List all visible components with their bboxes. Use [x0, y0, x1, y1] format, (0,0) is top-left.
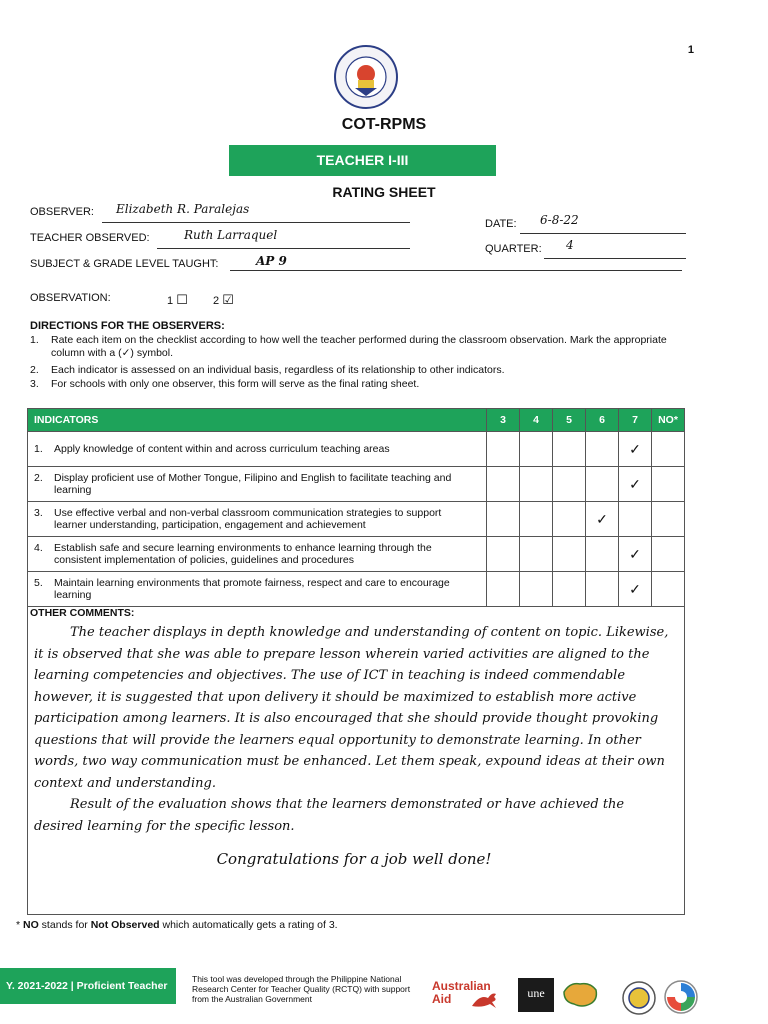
subject-grade-line [230, 269, 682, 271]
footer-note: This tool was developed through the Philippine National Research Center for Teacher Quality (RCTQ) with support from the Australian Government [192, 974, 411, 1004]
rating-cell[interactable] [520, 432, 553, 467]
col-header-5: 5 [553, 409, 586, 432]
observation-checkbox-2[interactable]: ☑ [222, 292, 234, 307]
quarter-value[interactable]: 4 [566, 238, 574, 252]
rating-cell[interactable] [619, 502, 652, 537]
footnote-suffix: which automatically gets a rating of 3. [159, 919, 338, 931]
rating-cell[interactable] [487, 537, 520, 572]
rating-cell[interactable] [586, 572, 619, 607]
col-header-6: 6 [586, 409, 619, 432]
observer-label: OBSERVER: [30, 206, 94, 218]
table-row [28, 502, 685, 537]
subject-grade-label: SUBJECT & GRADE LEVEL TAUGHT: [30, 258, 219, 270]
observation-option-1-label: 1 [167, 295, 174, 307]
rating-cell[interactable] [586, 537, 619, 572]
footnote-not-observed: Not Observed [90, 919, 160, 931]
rating-cell[interactable] [487, 572, 520, 607]
direction-item-2 [30, 364, 671, 377]
rctq-seal-logo [622, 981, 656, 1015]
check-mark-icon: ✓ [629, 440, 641, 457]
col-header-7: 7 [619, 409, 652, 432]
indicator-cell [28, 537, 487, 572]
rating-cell[interactable] [553, 572, 586, 607]
indicator-cell [28, 572, 487, 607]
aid-line-2: Aid [432, 992, 452, 1006]
indicator-cell [28, 502, 487, 537]
direction-num: 3. [30, 378, 39, 390]
col-header-3: 3 [487, 409, 520, 432]
form-subtitle: RATING SHEET [332, 184, 436, 200]
indicator-number: 5. [34, 577, 43, 589]
indicator-text: Establish safe and secure learning environments to enhance learning through the consistent implementation of policies, guidelines and procedures [54, 542, 432, 566]
observation-option-1[interactable] [167, 292, 188, 308]
rating-cell[interactable] [619, 572, 652, 607]
observation-option-2-label: 2 [213, 295, 220, 307]
direction-item-3 [30, 378, 671, 391]
direction-item-1 [30, 334, 671, 360]
direction-text: For schools with only one observer, this form will serve as the final rating sheet. [51, 378, 420, 390]
rating-cell[interactable] [520, 572, 553, 607]
subject-grade-value[interactable]: AP 9 [256, 254, 287, 268]
deped-seal-logo [333, 44, 399, 110]
check-mark-icon: ✓ [629, 545, 641, 562]
rating-cell[interactable] [586, 502, 619, 537]
comments-paragraph-2: Result of the evaluation shows that the learners demonstrated or have achieved the desired learning for the specific lesson. [34, 797, 625, 834]
comments-label: OTHER COMMENTS: [30, 607, 135, 619]
aid-line-1: Australian [432, 979, 491, 993]
rating-cell[interactable] [520, 537, 553, 572]
rating-cell[interactable] [553, 432, 586, 467]
page-number: 1 [687, 44, 694, 56]
footnote-no: NO [23, 919, 39, 931]
rating-cell[interactable] [553, 467, 586, 502]
indicator-cell [28, 432, 487, 467]
rating-cell[interactable] [520, 467, 553, 502]
rating-cell[interactable] [619, 537, 652, 572]
rating-cell[interactable] [553, 502, 586, 537]
observation-label: OBSERVATION: [30, 292, 111, 304]
rating-cell[interactable] [619, 467, 652, 502]
comments-closing: Congratulations for a job well done! [216, 850, 492, 868]
col-header-4: 4 [520, 409, 553, 432]
circular-logo [663, 979, 699, 1015]
directions-title: DIRECTIONS FOR THE OBSERVERS: [30, 320, 225, 332]
rating-cell[interactable] [553, 537, 586, 572]
teacher-observed-label: TEACHER OBSERVED: [30, 232, 150, 244]
rating-cell[interactable] [652, 537, 685, 572]
rating-cell[interactable] [652, 502, 685, 537]
footnote-prefix: * [16, 919, 24, 931]
rating-cell[interactable] [652, 432, 685, 467]
rating-cell[interactable] [520, 502, 553, 537]
check-mark-icon: ✓ [629, 580, 641, 597]
direction-num: 2. [30, 364, 39, 376]
indicator-number: 3. [34, 507, 43, 519]
kangaroo-icon [470, 990, 500, 1010]
rating-cell[interactable] [586, 467, 619, 502]
direction-text: Rate each item on the checklist according to how well the teacher performed during the classroom observation. Mark the appropriate column with a (✓) symbol. [51, 334, 667, 359]
table-header-row [28, 409, 685, 432]
direction-num: 1. [30, 334, 39, 346]
indicator-text: Maintain learning environments that promote fairness, respect and care to encourage learning [54, 577, 450, 601]
footnote-mid: stands for [38, 919, 91, 931]
une-logo: une [518, 978, 554, 1012]
quarter-label: QUARTER: [485, 243, 542, 255]
date-label: DATE: [485, 218, 517, 230]
table-row [28, 467, 685, 502]
rating-cell[interactable] [487, 467, 520, 502]
indicator-cell [28, 467, 487, 502]
indicator-number: 1. [34, 443, 43, 455]
indicator-number: 2. [34, 472, 43, 484]
footer-badge: Y. 2021-2022 | Proficient Teacher [0, 968, 176, 1004]
form-title: COT-RPMS [341, 116, 427, 133]
teacher-level-banner: TEACHER I-III [229, 145, 496, 176]
rating-cell[interactable] [652, 467, 685, 502]
australia-map-logo [560, 978, 600, 1010]
direction-text: Each indicator is assessed on an individual basis, regardless of its relationship to other indicators. [51, 364, 505, 376]
comments-paragraph-1: The teacher displays in depth knowledge and understanding of content on topic. Likewise, it is observed that she was able to prepare lesson wherein varied activities are aligned to the learning competencies and objectives. The use of ICT in teaching is indeed commendable however, it is suggested that upon delivery it should be maximized to establish more active participation among learners. It is also encouraged that she should provide thought provoking questions that will provide the learners equal opportunity to demonstrate learning. In other words, two way communication must be enhanced. Let them speak, expound ideas at their own context and understanding. [34, 625, 669, 791]
teacher-observed-value[interactable]: Ruth Larraquel [184, 228, 278, 242]
col-header-no: NO* [652, 409, 685, 432]
indicator-text: Use effective verbal and non-verbal classroom communication strategies to support learner understanding, participation, engagement and achievement [54, 507, 442, 531]
table-row [28, 432, 685, 467]
observation-option-2[interactable] [213, 292, 234, 308]
indicator-number: 4. [34, 542, 43, 554]
indicator-text: Apply knowledge of content within and across curriculum teaching areas [54, 443, 390, 455]
observation-checkbox-1[interactable]: ☐ [176, 292, 188, 307]
table-row [28, 572, 685, 607]
indicators-table [27, 408, 685, 607]
date-value[interactable]: 6-8-22 [540, 213, 579, 227]
rating-cell[interactable] [487, 432, 520, 467]
rating-cell[interactable] [487, 502, 520, 537]
table-row [28, 537, 685, 572]
footnote [16, 919, 338, 931]
check-mark-icon: ✓ [629, 475, 641, 492]
indicators-header: INDICATORS [28, 409, 487, 432]
check-mark-icon: ✓ [596, 510, 608, 527]
rating-cell[interactable] [652, 572, 685, 607]
rating-cell[interactable] [586, 432, 619, 467]
comments-text[interactable] [34, 622, 674, 871]
indicator-text: Display proficient use of Mother Tongue, Filipino and English to facilitate teaching and learning [54, 472, 452, 496]
rating-cell[interactable] [619, 432, 652, 467]
observer-value[interactable]: Elizabeth R. Paralejas [116, 202, 250, 216]
